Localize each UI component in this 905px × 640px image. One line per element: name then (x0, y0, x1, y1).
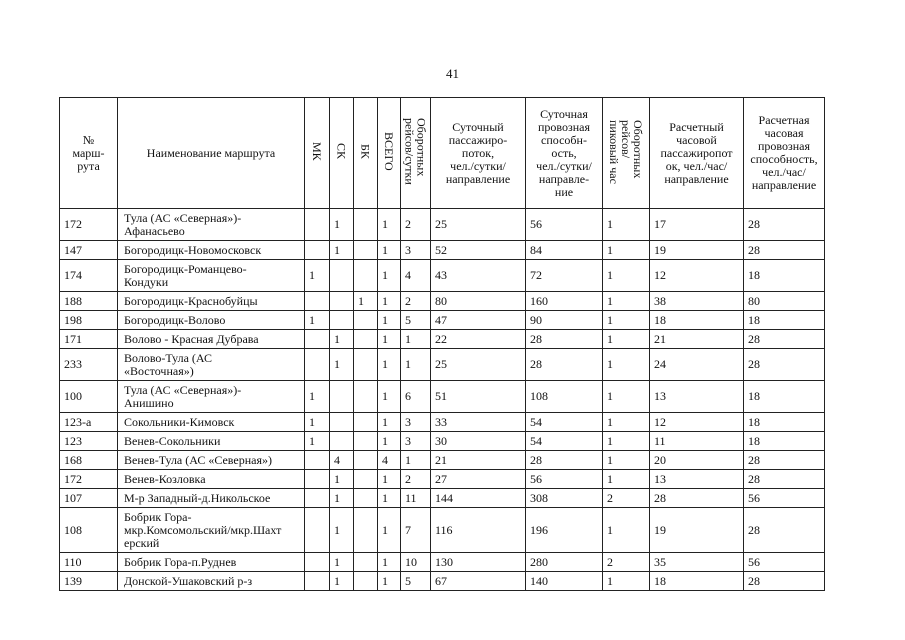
value-cell (354, 209, 378, 241)
value-cell: 2 (401, 292, 431, 311)
value-cell (305, 508, 330, 553)
value-cell: 1 (378, 292, 401, 311)
value-cell: 1 (603, 413, 650, 432)
value-cell: 1 (378, 241, 401, 260)
header-row (60, 98, 825, 209)
value-cell: 30 (431, 432, 526, 451)
value-cell: 18 (744, 381, 825, 413)
route-number-cell: 110 (60, 553, 118, 572)
table-row (60, 451, 825, 470)
value-cell (354, 572, 378, 591)
table-row (60, 209, 825, 241)
value-cell: 54 (526, 432, 603, 451)
value-cell: 280 (526, 553, 603, 572)
value-cell: 140 (526, 572, 603, 591)
table-row (60, 553, 825, 572)
value-cell: 1 (378, 330, 401, 349)
value-cell: 1 (378, 508, 401, 553)
value-cell: 1 (305, 381, 330, 413)
value-cell: 28 (744, 330, 825, 349)
value-cell: 1 (330, 209, 354, 241)
value-cell: 28 (744, 470, 825, 489)
value-cell: 5 (401, 311, 431, 330)
value-cell: 196 (526, 508, 603, 553)
value-cell: 1 (603, 572, 650, 591)
value-cell (354, 451, 378, 470)
value-cell: 2 (603, 489, 650, 508)
value-cell: 35 (650, 553, 744, 572)
route-number-cell: 172 (60, 470, 118, 489)
value-cell: 1 (305, 260, 330, 292)
route-name-cell: Волово - Красная Дубрава (118, 330, 305, 349)
table-row (60, 413, 825, 432)
value-cell: 12 (650, 260, 744, 292)
value-cell: 19 (650, 508, 744, 553)
column-header-label: МК (310, 142, 324, 161)
value-cell: 72 (526, 260, 603, 292)
value-cell: 1 (603, 508, 650, 553)
table-row (60, 489, 825, 508)
route-number-cell: 108 (60, 508, 118, 553)
value-cell (305, 489, 330, 508)
value-cell: 2 (401, 470, 431, 489)
value-cell: 56 (744, 489, 825, 508)
page-number: 41 (446, 66, 459, 81)
value-cell: 12 (650, 413, 744, 432)
column-header (431, 98, 526, 209)
value-cell (305, 451, 330, 470)
value-cell: 10 (401, 553, 431, 572)
value-cell (305, 241, 330, 260)
route-number-cell: 198 (60, 311, 118, 330)
route-number-cell: 139 (60, 572, 118, 591)
route-name-cell: Донской-Ушаковский р-з (118, 572, 305, 591)
value-cell: 1 (378, 413, 401, 432)
value-cell: 25 (431, 349, 526, 381)
route-name-cell: Богородицк-Новомосковск (118, 241, 305, 260)
column-header-label: ВСЕГО (382, 132, 396, 171)
value-cell: 3 (401, 241, 431, 260)
value-cell: 1 (305, 311, 330, 330)
value-cell: 19 (650, 241, 744, 260)
value-cell: 116 (431, 508, 526, 553)
value-cell: 1 (330, 330, 354, 349)
value-cell (305, 470, 330, 489)
value-cell: 1 (378, 432, 401, 451)
table-row (60, 260, 825, 292)
value-cell (330, 292, 354, 311)
column-header-label: БК (358, 144, 373, 159)
route-name-cell: Бобрик Гора- мкр.Комсомольский/мкр.Шахт ерский (118, 508, 305, 553)
column-header-label: СК (334, 143, 349, 160)
value-cell: 1 (401, 349, 431, 381)
column-header (118, 98, 305, 209)
value-cell: 1 (603, 470, 650, 489)
value-cell: 308 (526, 489, 603, 508)
table-row (60, 432, 825, 451)
value-cell: 1 (603, 432, 650, 451)
value-cell (330, 413, 354, 432)
value-cell: 90 (526, 311, 603, 330)
value-cell: 11 (650, 432, 744, 451)
value-cell: 1 (603, 311, 650, 330)
table-row (60, 572, 825, 591)
value-cell: 3 (401, 432, 431, 451)
value-cell: 56 (526, 470, 603, 489)
value-cell: 144 (431, 489, 526, 508)
column-header (603, 98, 650, 209)
value-cell: 11 (401, 489, 431, 508)
route-number-cell: 171 (60, 330, 118, 349)
value-cell: 51 (431, 381, 526, 413)
value-cell: 56 (744, 553, 825, 572)
value-cell: 1 (330, 508, 354, 553)
route-name-cell: Венев-Козловка (118, 470, 305, 489)
value-cell: 1 (305, 432, 330, 451)
value-cell: 24 (650, 349, 744, 381)
value-cell: 4 (401, 260, 431, 292)
value-cell: 22 (431, 330, 526, 349)
value-cell: 130 (431, 553, 526, 572)
value-cell: 18 (650, 572, 744, 591)
value-cell (305, 330, 330, 349)
column-header-label: № марш- рута (72, 132, 105, 173)
route-number-cell: 233 (60, 349, 118, 381)
value-cell (354, 432, 378, 451)
value-cell: 28 (744, 349, 825, 381)
route-number-cell: 147 (60, 241, 118, 260)
value-cell (354, 381, 378, 413)
value-cell (354, 489, 378, 508)
value-cell: 28 (744, 241, 825, 260)
value-cell: 1 (305, 413, 330, 432)
value-cell: 1 (378, 311, 401, 330)
value-cell: 4 (378, 451, 401, 470)
value-cell: 1 (378, 260, 401, 292)
column-header-label: Наименование маршрута (146, 145, 276, 160)
column-header (526, 98, 603, 209)
value-cell: 1 (330, 489, 354, 508)
route-name-cell: Богородицк-Волово (118, 311, 305, 330)
column-header-label: Оборотных рейсов/сутки (402, 118, 429, 185)
route-name-cell: Тула (АС «Северная»)- Афанасьево (118, 209, 305, 241)
route-name-cell: Волово-Тула (АС «Восточная») (118, 349, 305, 381)
column-header-label: Суточный пассажиро- поток, чел./сутки/ направление (445, 119, 511, 186)
value-cell (305, 349, 330, 381)
value-cell: 52 (431, 241, 526, 260)
table-row (60, 241, 825, 260)
value-cell: 1 (603, 349, 650, 381)
value-cell (330, 381, 354, 413)
value-cell (330, 311, 354, 330)
route-number-cell: 107 (60, 489, 118, 508)
value-cell: 1 (603, 381, 650, 413)
value-cell: 1 (603, 260, 650, 292)
value-cell (305, 292, 330, 311)
value-cell: 18 (744, 311, 825, 330)
column-header-label: Суточная провозная способн- ость, чел./сутки/ направле- ние (536, 106, 592, 199)
column-header (744, 98, 825, 209)
value-cell (330, 260, 354, 292)
value-cell: 2 (603, 553, 650, 572)
route-name-cell: Тула (АС «Северная»)- Анишино (118, 381, 305, 413)
value-cell (305, 553, 330, 572)
value-cell: 1 (401, 330, 431, 349)
route-number-cell: 172 (60, 209, 118, 241)
value-cell: 13 (650, 470, 744, 489)
value-cell: 80 (431, 292, 526, 311)
value-cell (354, 508, 378, 553)
routes-table (59, 97, 825, 591)
value-cell (354, 260, 378, 292)
value-cell (354, 330, 378, 349)
value-cell: 1 (330, 470, 354, 489)
value-cell (330, 432, 354, 451)
value-cell (305, 572, 330, 591)
value-cell: 27 (431, 470, 526, 489)
value-cell: 28 (744, 451, 825, 470)
value-cell: 28 (526, 349, 603, 381)
value-cell: 108 (526, 381, 603, 413)
value-cell: 28 (744, 508, 825, 553)
value-cell: 1 (603, 451, 650, 470)
value-cell: 1 (354, 292, 378, 311)
column-header (305, 98, 330, 209)
value-cell: 17 (650, 209, 744, 241)
column-header-label: Расчетный часовой пассажиропот ок, чел./час/ направление (660, 119, 733, 186)
value-cell: 1 (330, 241, 354, 260)
value-cell: 1 (378, 349, 401, 381)
value-cell: 54 (526, 413, 603, 432)
value-cell: 1 (401, 451, 431, 470)
value-cell: 1 (378, 572, 401, 591)
value-cell: 21 (650, 330, 744, 349)
route-number-cell: 123 (60, 432, 118, 451)
value-cell: 47 (431, 311, 526, 330)
route-number-cell: 123-а (60, 413, 118, 432)
value-cell: 28 (526, 451, 603, 470)
value-cell: 38 (650, 292, 744, 311)
value-cell (354, 413, 378, 432)
value-cell (305, 209, 330, 241)
value-cell: 2 (401, 209, 431, 241)
value-cell: 3 (401, 413, 431, 432)
route-name-cell: Богородицк-Романцево- Кондуки (118, 260, 305, 292)
value-cell: 18 (744, 260, 825, 292)
value-cell: 25 (431, 209, 526, 241)
value-cell: 28 (744, 209, 825, 241)
table-row (60, 470, 825, 489)
table-row (60, 508, 825, 553)
value-cell: 28 (526, 330, 603, 349)
value-cell: 80 (744, 292, 825, 311)
value-cell: 1 (330, 572, 354, 591)
value-cell: 84 (526, 241, 603, 260)
route-name-cell: Бобрик Гора-п.Руднев (118, 553, 305, 572)
value-cell: 56 (526, 209, 603, 241)
table-row (60, 349, 825, 381)
route-name-cell: Венев-Сокольники (118, 432, 305, 451)
value-cell: 1 (330, 553, 354, 572)
column-header (378, 98, 401, 209)
value-cell (354, 553, 378, 572)
value-cell: 1 (378, 209, 401, 241)
route-name-cell: М-р Западный-д.Никольское (118, 489, 305, 508)
column-header (401, 98, 431, 209)
value-cell: 33 (431, 413, 526, 432)
value-cell: 18 (744, 432, 825, 451)
route-name-cell: Богородицк-Краснобуйцы (118, 292, 305, 311)
value-cell: 7 (401, 508, 431, 553)
column-header (354, 98, 378, 209)
value-cell (354, 349, 378, 381)
table-row (60, 292, 825, 311)
value-cell: 1 (603, 330, 650, 349)
value-cell: 1 (378, 489, 401, 508)
column-header-label: Расчетная часовая провозная способность, чел./час/ направление (750, 113, 818, 192)
value-cell: 43 (431, 260, 526, 292)
value-cell (354, 241, 378, 260)
route-number-cell: 188 (60, 292, 118, 311)
route-number-cell: 168 (60, 451, 118, 470)
value-cell: 1 (378, 470, 401, 489)
value-cell: 5 (401, 572, 431, 591)
table-row (60, 381, 825, 413)
value-cell: 1 (378, 381, 401, 413)
value-cell: 18 (744, 413, 825, 432)
value-cell (354, 470, 378, 489)
value-cell: 160 (526, 292, 603, 311)
value-cell: 1 (330, 349, 354, 381)
value-cell: 1 (603, 209, 650, 241)
column-header (60, 98, 118, 209)
column-header (650, 98, 744, 209)
value-cell: 28 (650, 489, 744, 508)
table-row (60, 311, 825, 330)
value-cell: 21 (431, 451, 526, 470)
column-header-label: Оборотных рейсов/ пиковый час (607, 119, 645, 184)
route-name-cell: Сокольники-Кимовск (118, 413, 305, 432)
value-cell: 6 (401, 381, 431, 413)
value-cell: 1 (603, 292, 650, 311)
table-body (60, 209, 825, 591)
value-cell: 1 (378, 553, 401, 572)
value-cell: 18 (650, 311, 744, 330)
route-number-cell: 100 (60, 381, 118, 413)
value-cell (354, 311, 378, 330)
value-cell: 1 (603, 241, 650, 260)
value-cell: 28 (744, 572, 825, 591)
value-cell: 4 (330, 451, 354, 470)
route-number-cell: 174 (60, 260, 118, 292)
value-cell: 13 (650, 381, 744, 413)
column-header (330, 98, 354, 209)
table-row (60, 330, 825, 349)
value-cell: 20 (650, 451, 744, 470)
route-name-cell: Венев-Тула (АС «Северная») (118, 451, 305, 470)
value-cell: 67 (431, 572, 526, 591)
